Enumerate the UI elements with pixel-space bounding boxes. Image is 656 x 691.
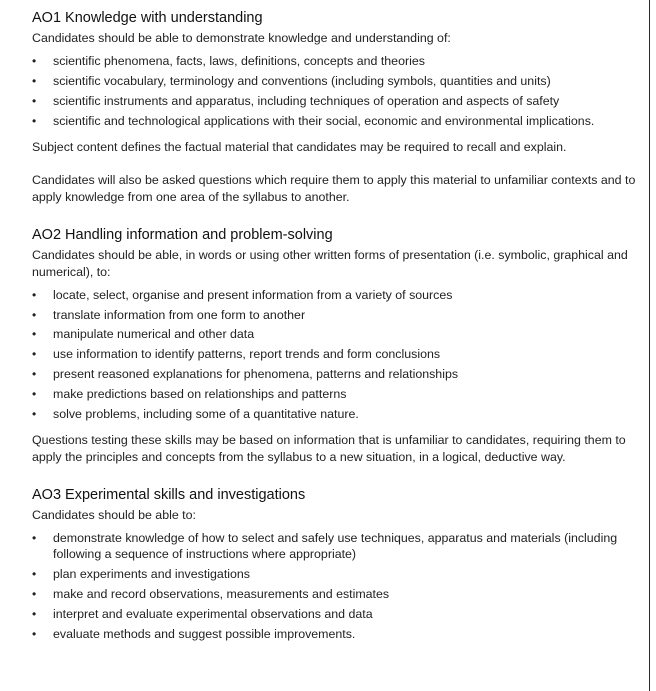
bullet-icon: •: [32, 626, 37, 641]
list-item: • scientific and technological applications with their social, economic and environmental implications.: [32, 113, 595, 128]
bullet-list: [32, 530, 636, 642]
bullet-list: [32, 53, 636, 129]
list-item: • evaluate methods and suggest possible improvements.: [32, 626, 356, 641]
bullet-icon: •: [32, 113, 37, 128]
document-content: [32, 9, 636, 645]
section-intro: Candidates should be able to:: [32, 508, 196, 523]
section-ao3: [32, 486, 636, 642]
list-item: • present reasoned explanations for phenomena, patterns and relationships: [32, 367, 459, 382]
bullet-icon: •: [32, 531, 37, 546]
bullet-icon: •: [32, 73, 37, 88]
bullet-icon: •: [32, 287, 37, 302]
section-paragraph: Questions testing these skills may be based on information that is unfamiliar to candidates, requiring them to apply the principles and concepts from the syllabus to a new situation, in a logical, deductive way.: [32, 433, 626, 465]
list-item: • solve problems, including some of a quantitative nature.: [32, 407, 359, 422]
list-item: • make and record observations, measurements and estimates: [32, 586, 390, 601]
list-item: • scientific vocabulary, terminology and conventions (including symbols, quantities and units): [32, 73, 551, 88]
bullet-icon: •: [32, 307, 37, 322]
section-heading: AO1 Knowledge with understanding: [32, 10, 263, 26]
bullet-icon: •: [32, 566, 37, 581]
bullet-icon: •: [32, 367, 37, 382]
bullet-icon: •: [32, 407, 37, 422]
section-heading: AO2 Handling information and problem-solving: [32, 226, 333, 243]
bullet-icon: •: [32, 387, 37, 402]
list-item: • use information to identify patterns, report trends and form conclusions: [32, 347, 441, 362]
bullet-icon: •: [32, 54, 37, 68]
bullet-icon: •: [32, 586, 37, 601]
section-ao2: [32, 226, 636, 466]
list-item: • plan experiments and investigations: [32, 566, 250, 581]
bullet-icon: •: [32, 327, 37, 342]
list-item: • demonstrate knowledge of how to select and safely use techniques, apparatus and materials (including following a sequence of instructions where appropriate): [32, 531, 618, 562]
section-ao1: [32, 9, 636, 206]
bullet-icon: •: [32, 347, 37, 362]
section-paragraph: Candidates will also be asked questions which require them to apply this material to unfamiliar contexts and to apply knowledge from one area of the syllabus to another.: [32, 172, 636, 204]
list-item: • scientific instruments and apparatus, including techniques of operation and aspects of safety: [32, 93, 560, 108]
bullet-icon: •: [32, 93, 37, 108]
list-item: • translate information from one form to another: [32, 307, 306, 322]
section-heading: AO3 Experimental skills and investigations: [32, 487, 306, 504]
list-item: • manipulate numerical and other data: [32, 327, 255, 342]
bullet-list: [32, 287, 636, 422]
list-item: • interpret and evaluate experimental observations and data: [32, 606, 373, 621]
list-item: • scientific phenomena, facts, laws, definitions, concepts and theories: [32, 54, 425, 68]
list-item: • make predictions based on relationships and patterns: [32, 387, 347, 402]
section-paragraph: Subject content defines the factual material that candidates may be required to recall and explain.: [32, 139, 567, 154]
bullet-icon: •: [32, 606, 37, 621]
section-intro: Candidates should be able to demonstrate knowledge and understanding of:: [32, 31, 451, 45]
list-item: • locate, select, organise and present information from a variety of sources: [32, 287, 453, 302]
section-intro: Candidates should be able, in words or using other written forms of presentation (i.e. symbolic, graphical and numerical), to:: [32, 247, 628, 279]
